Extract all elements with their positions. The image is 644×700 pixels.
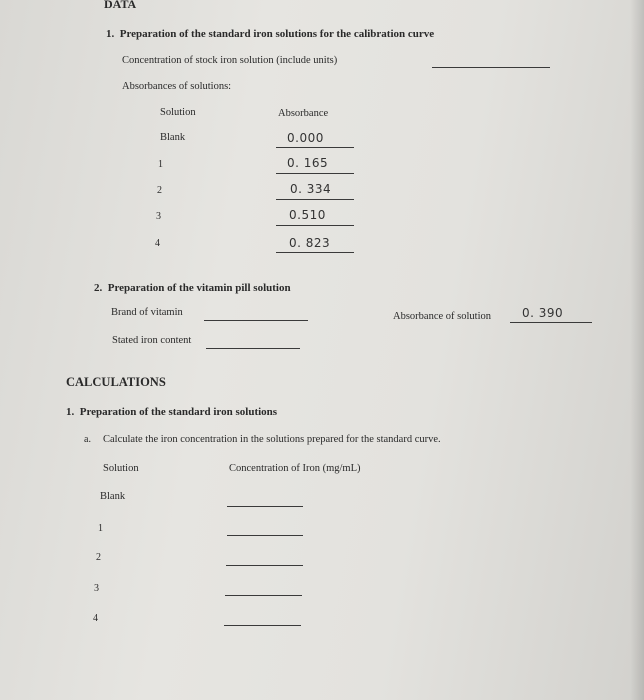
solution-2: 2 — [157, 185, 162, 196]
calc-row-4: 4 — [93, 613, 98, 624]
part-a-text: Calculate the iron concentration in the solutions prepared for the standard curve. — [103, 434, 441, 445]
absorbance-2-line — [276, 199, 354, 200]
absorbance-solution-line — [510, 322, 592, 323]
absorbance-4-value: 0. 823 — [289, 236, 331, 250]
calc-1-line[interactable] — [227, 535, 303, 536]
calc-row-2: 2 — [96, 552, 101, 563]
calc-2-line[interactable] — [226, 565, 303, 566]
calc-3-line[interactable] — [225, 595, 302, 596]
solution-1: 1 — [158, 159, 163, 170]
calculations-heading: CALCULATIONS — [66, 375, 166, 389]
absorbance-1-value: 0. 165 — [287, 156, 329, 170]
col-solution-header: Solution — [160, 107, 196, 118]
col-absorbance-header: Absorbance — [278, 108, 329, 119]
absorbance-blank-value: 0.000 — [287, 131, 324, 145]
data-item2-title: 2. Preparation of the vitamin pill solution — [94, 282, 291, 294]
calc-row-blank: Blank — [100, 491, 126, 502]
calc-blank-line[interactable] — [227, 506, 303, 507]
absorbance-2-value: 0. 334 — [290, 182, 332, 196]
absorbance-3-value: 0.510 — [289, 208, 326, 222]
calc-row-1: 1 — [98, 523, 103, 534]
calc-row-3: 3 — [94, 583, 99, 594]
data-heading: DATA — [104, 0, 137, 11]
solution-3: 3 — [156, 211, 161, 222]
calc-col-concentration: Concentration of Iron (mg/mL) — [229, 463, 361, 474]
part-a-letter: a. — [84, 434, 91, 445]
stock-concentration-blank[interactable] — [432, 67, 550, 68]
solution-4: 4 — [155, 238, 160, 249]
absorbance-1-line — [276, 173, 354, 174]
calc-col-solution: Solution — [103, 463, 139, 474]
absorbance-3-line — [276, 225, 354, 226]
absorbance-blank-line — [276, 147, 354, 148]
stated-iron-label: Stated iron content — [112, 335, 192, 346]
data-item1-title: 1. Preparation of the standard iron solutions for the calibration curve — [106, 28, 435, 40]
solution-blank: Blank — [160, 132, 186, 143]
stated-iron-blank[interactable] — [206, 348, 300, 349]
paper-edge-shadow — [630, 0, 644, 700]
absorbance-solution-label: Absorbance of solution — [393, 311, 491, 322]
brand-blank[interactable] — [204, 320, 308, 321]
calc-item1-title: 1. Preparation of the standard iron solutions — [66, 406, 278, 418]
brand-label: Brand of vitamin — [111, 307, 183, 318]
absorbance-4-line — [276, 252, 354, 253]
absorbances-label: Absorbances of solutions: — [122, 81, 232, 92]
stock-concentration-label: Concentration of stock iron solution (include units) — [122, 55, 338, 66]
absorbance-solution-value: 0. 390 — [522, 306, 564, 320]
calc-4-line[interactable] — [224, 625, 301, 626]
